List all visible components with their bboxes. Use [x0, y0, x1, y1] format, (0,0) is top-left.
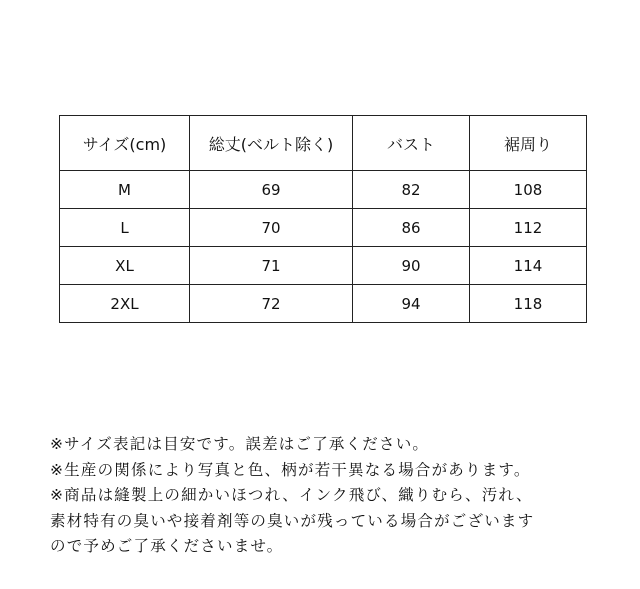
table-row	[60, 171, 587, 209]
header-total-length: 総丈(ベルト除く)	[190, 116, 353, 171]
size-table	[59, 115, 587, 323]
cell-total-length: 69	[190, 171, 353, 209]
note-line: ※生産の関係により写真と色、柄が若干異なる場合があります。	[50, 460, 531, 479]
note-line: ※商品は縫製上の細かいほつれ、インク飛び、織りむら、汚れ、	[50, 486, 533, 504]
note-line: ※サイズ表記は目安です。誤差はご了承ください。	[50, 435, 430, 453]
cell-size: 2XL	[60, 285, 190, 323]
cell-total-length: 71	[190, 247, 353, 285]
table-header-row	[60, 116, 587, 171]
cell-hem: 114	[470, 247, 587, 285]
cell-size: M	[60, 171, 190, 209]
cell-bust: 86	[353, 209, 470, 247]
table-row	[60, 285, 587, 323]
cell-bust: 90	[353, 247, 470, 285]
cell-hem: 108	[470, 171, 587, 209]
cell-total-length: 70	[190, 209, 353, 247]
cell-size: XL	[60, 247, 190, 285]
header-hem: 裾周り	[470, 116, 587, 171]
cell-hem: 118	[470, 285, 587, 323]
cell-total-length: 72	[190, 285, 353, 323]
cell-bust: 82	[353, 171, 470, 209]
note-line: 素材特有の臭いや接着剤等の臭いが残っている場合がございます	[50, 511, 535, 530]
note-line: ので予めご了承くださいませ。	[50, 537, 284, 555]
table-row	[60, 209, 587, 247]
header-bust: バスト	[353, 116, 470, 171]
cell-hem: 112	[470, 209, 587, 247]
cell-bust: 94	[353, 285, 470, 323]
cell-size: L	[60, 209, 190, 247]
table-row	[60, 247, 587, 285]
header-size: サイズ(cm)	[60, 116, 190, 171]
notes-block	[50, 432, 630, 560]
